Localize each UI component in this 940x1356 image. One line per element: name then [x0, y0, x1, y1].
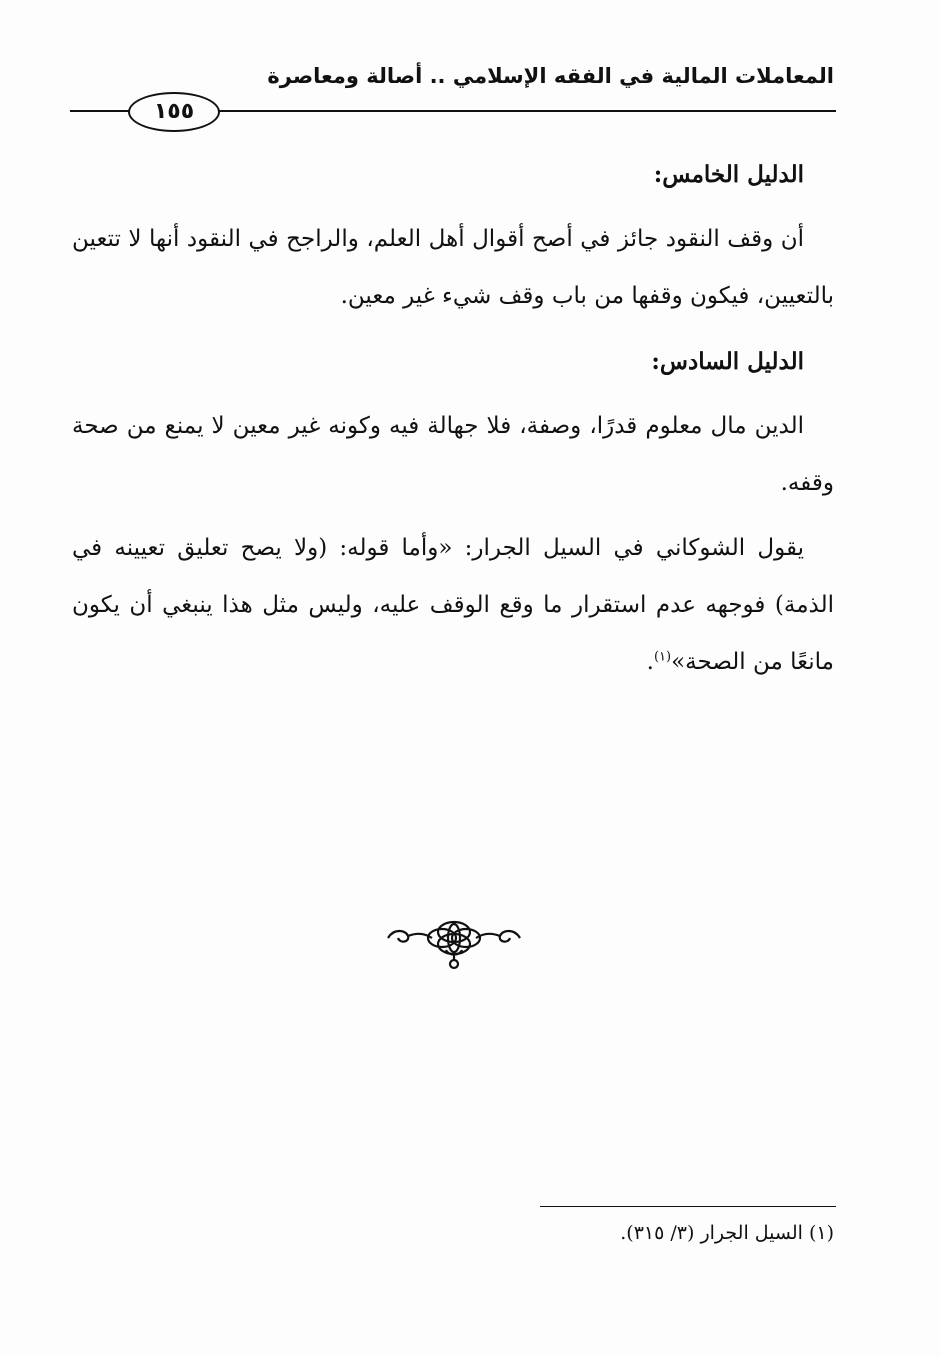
footnote: (١) السيل الجرار (٣/ ٣١٥).: [620, 1222, 834, 1244]
heading-sixth-proof: الدليل السادس:: [651, 348, 804, 375]
body-text: [72, 146, 834, 699]
paragraph-sixth-proof: الدين مال معلوم قدرًا، وصفة، فلا جهالة فيه وكونه غير معين لا يمنع من صحة وقفه.: [72, 413, 834, 496]
paragraph-shawkani-quote: [72, 520, 834, 691]
page-number: ١٥٥: [128, 92, 220, 132]
heading-fifth-proof: الدليل الخامس:: [653, 161, 804, 188]
quote-end-mark: .: [646, 649, 654, 675]
paragraph-fifth-proof: أن وقف النقود جائز في أصح أقوال أهل العلم، والراجح في النقود أنها لا تتعين بالتعيين، فيكون وقفها من باب وقف شيء غير معين.: [72, 226, 834, 309]
quote-text: يقول الشوكاني في السيل الجرار: «وأما قوله: (ولا يصح تعليق تعيينه في الذمة) فوجهه عدم استقرار ما وقع الوقف عليه، وليس مثل هذا ينبغي أن يكون مانعًا من الصحة»: [72, 535, 834, 675]
running-title: المعاملات المالية في الفقه الإسلامي .. أصالة ومعاصرة: [267, 64, 834, 88]
section-end-ornament-icon: [384, 916, 524, 976]
footnote-rule: [540, 1206, 836, 1207]
footnote-reference: (١): [653, 649, 672, 665]
